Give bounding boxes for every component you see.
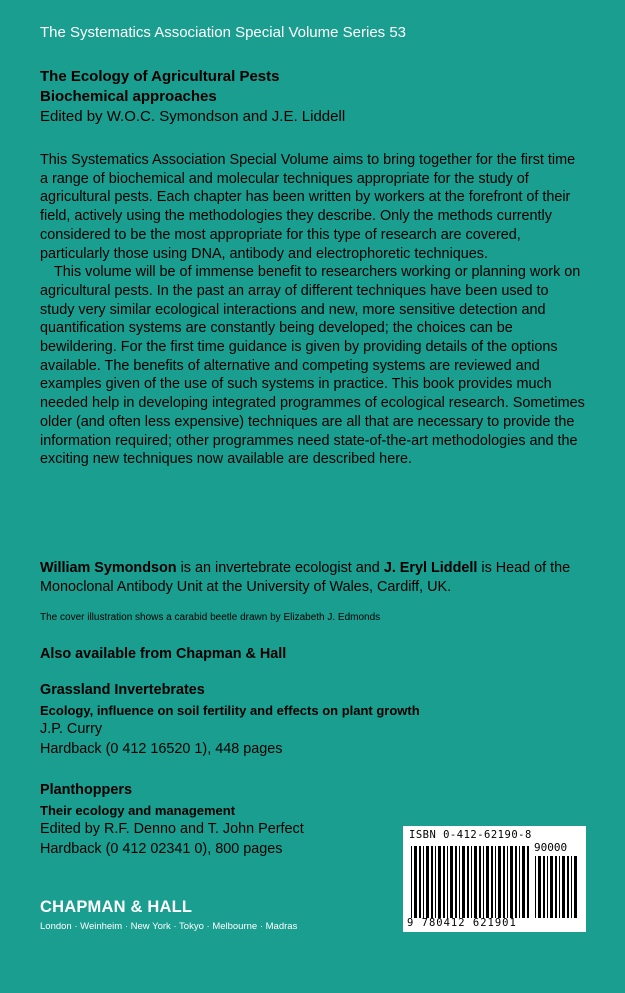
barcode-bar	[567, 856, 569, 918]
isbn-number: ISBN 0-412-62190-8	[409, 829, 532, 841]
book-title: The Ecology of Agricultural Pests	[40, 68, 280, 85]
barcode-bar	[435, 846, 436, 918]
related-book-subtitle: Ecology, influence on soil fertility and effects on plant growth	[40, 702, 420, 718]
price-code: 90000	[534, 841, 568, 854]
barcode-bar	[419, 846, 421, 918]
book-subtitle: Biochemical approaches	[40, 88, 217, 105]
barcode-bar	[486, 846, 489, 918]
related-book-subtitle: Their ecology and management	[40, 802, 236, 818]
barcode-bar	[535, 856, 536, 918]
description-paragraph-1: This Systematics Association Special Volume aims to bring together for the first time a range of biochemical and molecular techniques appropriate for the study of agricultural pests. Each chapter has been written by workers at the forefront of their field, actively using the methodologies they describe. Only the methods currently considered to be the most appropriate for this type of research are covered, particularly those using DNA, antibody and electrophoretic techniques.	[40, 152, 576, 262]
author-bio-text-1: is an invertebrate ecologist and	[176, 560, 384, 576]
related-book	[40, 681, 420, 759]
also-available-heading: Also available from Chapman & Hall	[40, 646, 287, 662]
isbn-barcode	[403, 826, 586, 932]
series-title: The Systematics Association Special Volume Series 53	[40, 24, 407, 41]
barcode-bar	[459, 846, 460, 918]
barcode-bar	[431, 846, 433, 918]
barcode-bar	[491, 846, 493, 918]
barcode-bar	[462, 846, 465, 918]
publisher-name: CHAPMAN & HALL	[40, 898, 193, 916]
barcode-bar	[455, 846, 457, 918]
author-bio-text-2: is Head of the Monoclonal Antibody Unit at the University of Wales, Cardiff, UK.	[40, 560, 571, 595]
barcode-bar	[574, 856, 577, 918]
author-bio	[40, 559, 600, 597]
barcode-bar	[483, 846, 484, 918]
barcode-bar	[447, 846, 448, 918]
barcode-bar	[498, 846, 501, 918]
related-book-author: J.P. Curry	[40, 721, 103, 737]
barcode-bar	[423, 846, 424, 918]
author-name-1: William Symondson	[40, 560, 177, 576]
barcode-digits: 9 780412 621901	[407, 917, 517, 929]
description-paragraph-2: This volume will be of immense benefit to researchers working or planning work on agricultural pests. In the past an array of different techniques have been used to study very similar ecological interactions and new, more sensitive detection and quantification systems are constantly being developed; the choices can be bewildering. For the first time guidance is given by providing details of the options available. The benefits of alternative and competing systems are reviewed and examples given of the use of such systems in practice. This book provides much needed help in developing integrated programmes of ecological research. Sometimes older (and often less expensive) techniques are all that are necessary to provide the information required; other programmes need state-of-the-art methodologies and the exciting new techniques now available are described here.	[40, 264, 585, 468]
barcode-bar	[543, 856, 545, 918]
barcode-bar	[467, 846, 469, 918]
barcode-bar	[562, 856, 565, 918]
barcode-bar	[550, 856, 553, 918]
book-title-block	[40, 67, 345, 127]
related-book-title: Grassland Invertebrates	[40, 682, 205, 698]
barcode-bar	[426, 846, 429, 918]
barcode-bar	[414, 846, 417, 918]
barcode-bar	[471, 846, 472, 918]
publisher-block	[40, 898, 297, 932]
cover-illustration-note: The cover illustration shows a carabid beetle drawn by Elizabeth J. Edmonds	[40, 612, 381, 623]
barcode-bar	[522, 846, 525, 918]
barcode-bar	[538, 856, 541, 918]
barcode-bar	[450, 846, 453, 918]
barcode-bar	[519, 846, 520, 918]
barcode-bar	[503, 846, 505, 918]
barcode-bar	[495, 846, 496, 918]
barcode-bar	[507, 846, 508, 918]
barcode-bar	[527, 846, 529, 918]
description	[40, 151, 585, 469]
barcode-bar	[438, 846, 441, 918]
barcode-bar	[411, 846, 412, 918]
related-book-author: Edited by R.F. Denno and T. John Perfect	[40, 821, 304, 837]
author-name-2: J. Eryl Liddell	[383, 560, 478, 576]
barcode-bar	[571, 856, 572, 918]
related-book-title: Planthoppers	[40, 782, 132, 798]
related-book	[40, 781, 304, 859]
related-book-format: Hardback (0 412 02341 0), 800 pages	[40, 840, 283, 857]
barcode-bar	[474, 846, 477, 918]
barcode-bar	[555, 856, 557, 918]
publisher-cities: London · Weinheim · New York · Tokyo · Melbourne · Madras	[40, 921, 298, 932]
related-book-format: Hardback (0 412 16520 1), 448 pages	[40, 740, 283, 757]
barcode-bar	[479, 846, 481, 918]
barcode-bar	[510, 846, 513, 918]
barcode-bar	[559, 856, 560, 918]
book-editors: Edited by W.O.C. Symondson and J.E. Liddell	[40, 108, 346, 125]
barcode-bar	[547, 856, 548, 918]
barcode-bar	[443, 846, 445, 918]
barcode-bar	[515, 846, 517, 918]
